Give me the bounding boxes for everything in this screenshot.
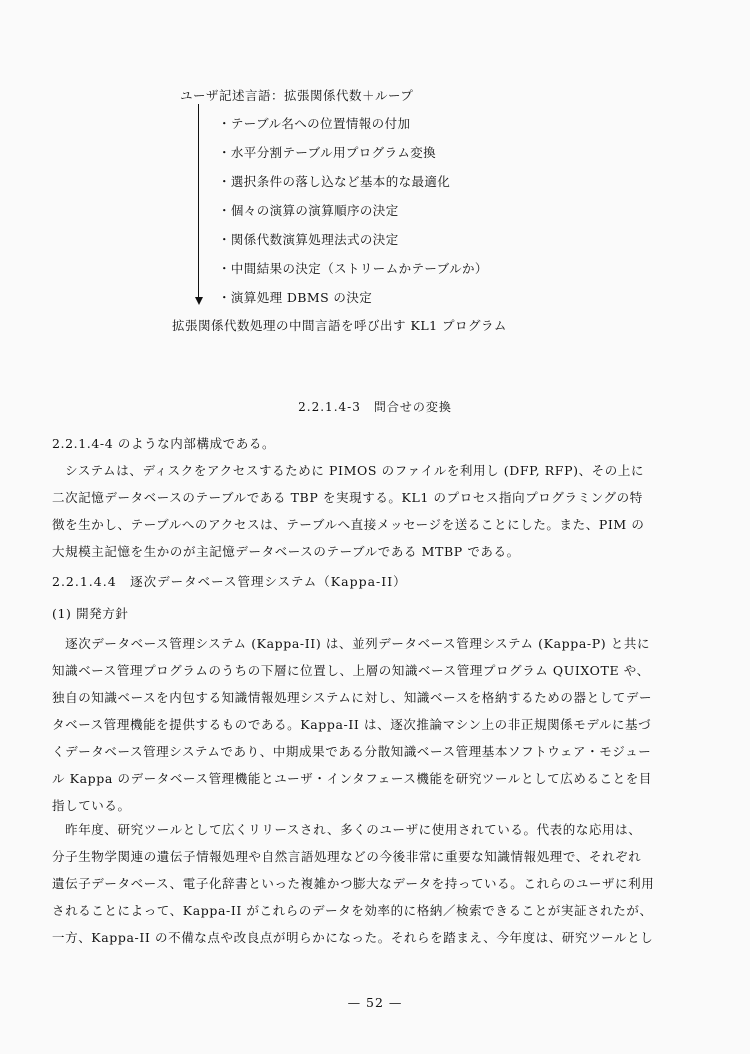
section-subheading: (1) 開発方針: [52, 606, 129, 621]
paragraph-last-year: [52, 816, 692, 951]
intro-paragraph: [52, 430, 692, 565]
diagram-step: ・テーブル名への位置情報の付加: [218, 116, 411, 131]
text-line: 徴を生かし、テーブルへのアクセスは、テーブルへ直接メッセージを送ることにした。また、PIM の: [52, 517, 645, 532]
diagram-step: ・演算処理 DBMS の決定: [218, 290, 373, 305]
text-line: タベース管理機能を提供するものである。Kappa-II は、逐次推論マシン上の非正規関係モデルに基づ: [52, 717, 652, 732]
diagram-step: ・中間結果の決定（ストリームかテーブルか）: [218, 261, 488, 276]
text-line: 二次記憶データベースのテーブルである TBP を実現する。KL1 のプロセス指向プログラミングの特: [52, 490, 643, 505]
text-line: 大規模主記憶を生かのが主記憶データベースのテーブルである MTBP である。: [52, 544, 520, 559]
text-line: 知識ベース管理プログラムのうちの下層に位置し、上層の知識ベース管理プログラム QUIXOTE や、: [52, 663, 650, 678]
diagram-steps: [218, 116, 488, 319]
text-line: 2.2.1.4-4 のような内部構成である。: [52, 436, 276, 451]
text-line: 一方、Kappa-II の不備な点や改良点が明らかになった。それらを踏まえ、今年度は、研究ツールとし: [52, 930, 654, 945]
diagram-step: ・水平分割テーブル用プログラム変換: [218, 145, 437, 160]
text-line: 逐次データベース管理システム (Kappa-II) は、並列データベース管理システム (Kappa-P) と共に: [52, 636, 651, 651]
text-line: 指している。: [52, 798, 131, 813]
flow-arrow-line: [198, 104, 199, 299]
text-line: システムは、ディスクをアクセスするために PIMOS のファイルを利用し (DFP, RFP)、その上に: [52, 463, 645, 478]
paragraph-development-policy: [52, 630, 692, 819]
text-line: 遺伝子データベース、電子化辞書といった複雑かつ膨大なデータを持っている。これらのユーザに利用: [52, 876, 655, 891]
section-heading: 2.2.1.4.4 逐次データベース管理システム（Kappa-II）: [52, 574, 407, 589]
page-number: — 52 —: [347, 995, 403, 1010]
text-line: 昨年度、研究ツールとして広くリリースされ、多くのユーザに使用されている。代表的な応用は、: [52, 822, 642, 837]
text-line: 分子生物学関連の遺伝子情報処理や自然言語処理などの今後非常に重要な知識情報処理で、それぞれ: [52, 849, 642, 864]
text-line: ル Kappa のデータベース管理機能とユーザ・インタフェース機能を研究ツールとして広めることを目: [52, 771, 652, 786]
diagram-step: ・関係代数演算処理法式の決定: [218, 232, 399, 247]
text-line: されることによって、Kappa-II がこれらのデータを効率的に格納／検索できることが実証されたが、: [52, 903, 653, 918]
text-line: 独自の知識ベースを内包する知識情報処理システムに対し、知識ベースを格納するための器としてデー: [52, 690, 653, 705]
figure-caption: 2.2.1.4-3 問合せの変換: [298, 400, 452, 414]
diagram-top-label: ユーザ記述言語：拡張関係代数＋ループ: [180, 88, 414, 103]
arrow-down-icon: [195, 297, 203, 305]
diagram-step: ・選択条件の落し込など基本的な最適化: [218, 174, 451, 189]
text-line: くデータベース管理システムであり、中期成果である分散知識ベース管理基本ソフトウェア・モジュー: [52, 744, 652, 759]
diagram-bottom-label: 拡張関係代数処理の中間言語を呼び出す KL1 プログラム: [172, 318, 507, 333]
diagram-step: ・個々の演算の演算順序の決定: [218, 203, 399, 218]
